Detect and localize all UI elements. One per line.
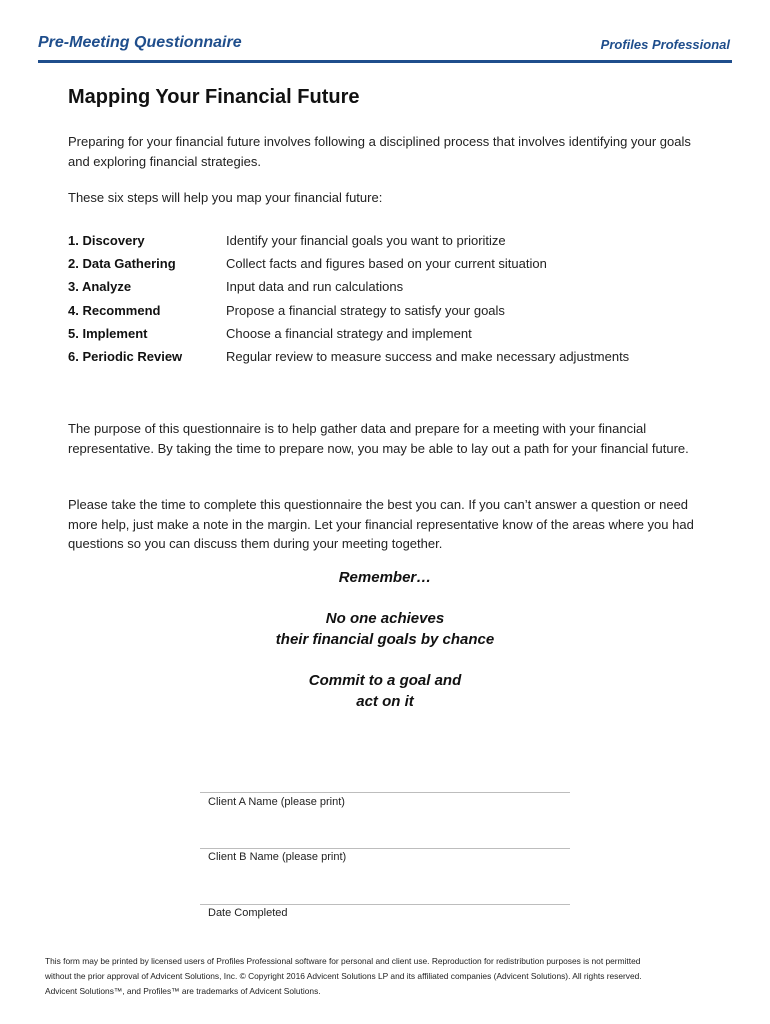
step-row — [68, 301, 708, 324]
step-row — [68, 347, 708, 370]
footer-line: Advicent Solutions™, and Profiles™ are trademarks of Advicent Solutions. — [45, 986, 321, 996]
page-title: Mapping Your Financial Future — [68, 86, 360, 108]
step-name: 1. Discovery — [68, 233, 145, 248]
client-a-signature-line[interactable] — [200, 792, 570, 793]
step-name: 4. Recommend — [68, 302, 161, 318]
intro-paragraph: Preparing for your financial future involves following a disciplined process that involves identifying your goals and exploring financial strategies. — [68, 134, 691, 169]
remember-line: No one achieves — [325, 610, 445, 627]
instructions-paragraph: Please take the time to complete this questionnaire the best you can. If you can’t answer a question or need more help, just make a note in the margin. Let your financial representative know of the areas where you had questions so you can discuss them during your meeting together. — [68, 497, 694, 551]
step-description: Propose a financial strategy to satisfy your goals — [226, 302, 505, 318]
step-name: 5. Implement — [68, 325, 148, 341]
step-description: Choose a financial strategy and implement — [226, 325, 472, 341]
footer-line: without the prior approval of Advicent Solutions, Inc. © Copyright 2016 Advicent Solutions LP and its affiliated companies (Advicent Solutions). All rights reserved. — [45, 971, 642, 981]
step-description: Identify your financial goals you want to prioritize — [226, 233, 506, 248]
remember-line: their financial goals by chance — [275, 631, 495, 648]
brand-name: Profiles Professional — [600, 37, 730, 52]
footer-line: This form may be printed by licensed users of Profiles Professional software for personal and client use. Reproduction for redistribution purposes is not permitted — [45, 956, 641, 966]
step-name: 3. Analyze — [68, 279, 132, 295]
steps-list — [68, 231, 708, 370]
client-b-signature-line[interactable] — [200, 848, 570, 849]
purpose-paragraph: The purpose of this questionnaire is to help gather data and prepare for a meeting with your financial representative. By taking the time to prepare now, you may be able to lay out a path for your financial future. — [68, 421, 689, 456]
step-row — [68, 231, 708, 254]
step-description: Collect facts and figures based on your current situation — [226, 256, 547, 272]
remember-heading: Remember… — [338, 569, 432, 586]
step-description: Regular review to measure success and make necessary adjustments — [226, 348, 630, 364]
step-row — [68, 324, 708, 347]
step-row — [68, 254, 708, 277]
date-completed-label: Date Completed — [208, 907, 288, 919]
page-header — [38, 34, 732, 63]
client-a-label: Client A Name (please print) — [208, 796, 345, 808]
step-description: Input data and run calculations — [226, 279, 404, 295]
steps-intro: These six steps will help you map your financial future: — [68, 190, 383, 205]
step-name: 6. Periodic Review — [68, 348, 183, 364]
date-completed-line[interactable] — [200, 904, 570, 905]
footer-disclaimer — [45, 954, 735, 999]
step-name: 2. Data Gathering — [68, 256, 176, 272]
remember-line: Commit to a goal and — [308, 672, 462, 689]
step-row — [68, 277, 708, 300]
client-b-label: Client B Name (please print) — [208, 851, 347, 863]
remember-line: act on it — [356, 693, 414, 710]
questionnaire-title: Pre-Meeting Questionnaire — [38, 34, 242, 51]
